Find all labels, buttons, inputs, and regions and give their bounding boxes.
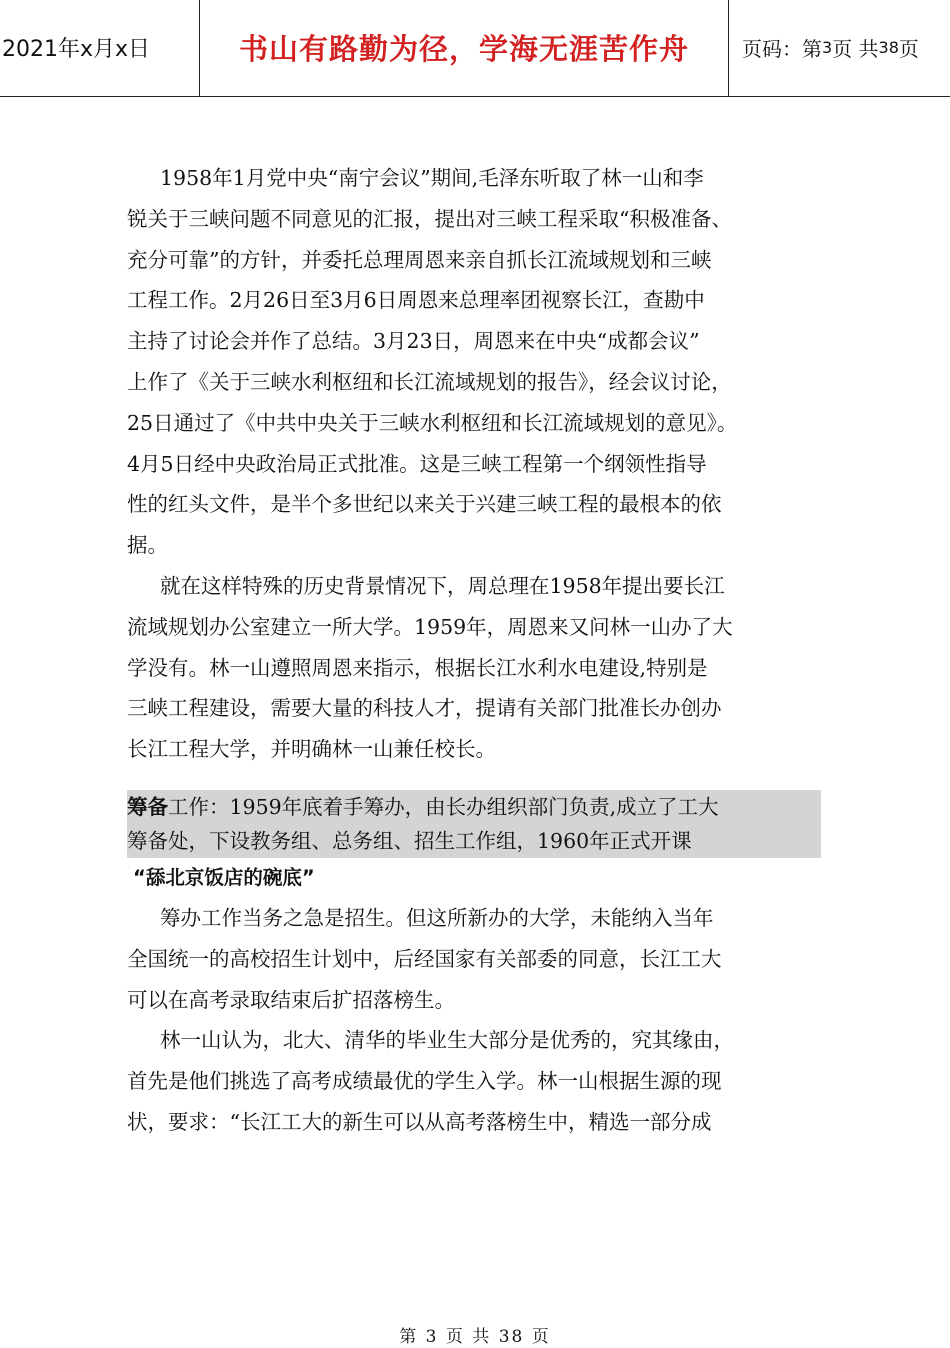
page-header xyxy=(0,0,950,97)
spacer xyxy=(127,770,827,790)
paragraph-line: 流域规划办公室建立一所大学。1959年，周恩来又问林一山办了大 xyxy=(127,614,733,639)
paragraph-line: 全国统一的高校招生计划中，后经国家有关部委的同意，长江工大 xyxy=(127,946,722,971)
paragraph-line: 据。 xyxy=(127,533,168,558)
header-motto-cell xyxy=(200,0,729,96)
paragraph-3 xyxy=(127,898,827,1020)
section-subheading: “舔北京饭店的碗底” xyxy=(133,865,315,889)
paragraph-line: 工程工作。2月26日至3月6日周恩来总理率团视察长江，查勘中 xyxy=(127,288,705,313)
paragraph-2 xyxy=(127,566,827,770)
header-page-number: 3 xyxy=(822,37,833,57)
paragraph-line: 林一山认为，北大、清华的毕业生大部分是优秀的，究其缘由， xyxy=(160,1028,734,1053)
paragraph-line: 1958年1月党中央“南宁会议”期间,毛泽东听取了林一山和李 xyxy=(160,166,704,190)
paragraph-line: 就在这样特殊的历史背景情况下，周总理在1958年提出要长江 xyxy=(160,573,725,598)
paragraph-line: 25日通过了《中共中央关于三峡水利枢纽和长江流域规划的意见》。 xyxy=(127,410,738,435)
document-body xyxy=(127,158,827,1143)
paragraph-1 xyxy=(127,158,827,566)
paragraph-line: 长江工程大学，并明确林一山兼任校长。 xyxy=(127,737,496,762)
header-page-label: 页码：第 xyxy=(742,36,822,61)
paragraph-line: 4月5日经中央政治局正式批准。这是三峡工程第一个纲领性指导 xyxy=(127,451,707,476)
header-page-cell xyxy=(742,0,950,96)
paragraph-line: 三峡工程建设，需要大量的科技人才，提请有关部门批准长办创办 xyxy=(127,696,722,721)
paragraph-line: 上作了《关于三峡水利枢纽和长江流域规划的报告》，经会议讨论， xyxy=(127,369,732,394)
paragraph-line: 性的红头文件，是半个多世纪以来关于兴建三峡工程的最根本的依 xyxy=(127,492,722,517)
highlighted-note xyxy=(127,790,821,858)
paragraph-line: 锐关于三峡问题不同意见的汇报，提出对三峡工程采取“积极准备、 xyxy=(127,206,732,231)
page-footer: 第 3 页 共 38 页 xyxy=(399,1327,551,1347)
header-page-total: 38 xyxy=(878,37,899,57)
header-page-end: 页 xyxy=(898,36,919,61)
note-bold-prefix: 筹备 xyxy=(127,794,168,819)
paragraph-line: 可以在高考录取结束后扩招落榜生。 xyxy=(127,987,455,1012)
note-line-1: 工作：1959年底着手筹办，由长办组织部门负责,成立了工大 xyxy=(168,794,719,819)
header-date-cell xyxy=(0,0,200,96)
header-page-mid: 页 共 xyxy=(832,36,879,61)
paragraph-line: 筹办工作当务之急是招生。但这所新办的大学，未能纳入当年 xyxy=(160,905,714,930)
header-date: 2021年x月x日 xyxy=(2,36,151,62)
paragraph-line: 状，要求：“长江工大的新生可以从高考落榜生中，精选一部分成 xyxy=(127,1109,712,1134)
note-line-2: 筹备处，下设教务组、总务组、招生工作组，1960年正式开课 xyxy=(127,828,692,853)
header-motto: 书山有路勤为径，学海无涯苦作舟 xyxy=(238,31,689,66)
paragraph-line: 学没有。林一山遵照周恩来指示，根据长江水利水电建设,特别是 xyxy=(127,655,708,680)
paragraph-line: 首先是他们挑选了高考成绩最优的学生入学。林一山根据生源的现 xyxy=(127,1069,722,1094)
paragraph-line: 充分可靠”的方针，并委托总理周恩来亲自抓长江流域规划和三峡 xyxy=(127,247,712,272)
paragraph-line: 主持了讨论会并作了总结。3月23日，周恩来在中央“成都会议” xyxy=(127,329,700,354)
paragraph-4 xyxy=(127,1020,827,1142)
